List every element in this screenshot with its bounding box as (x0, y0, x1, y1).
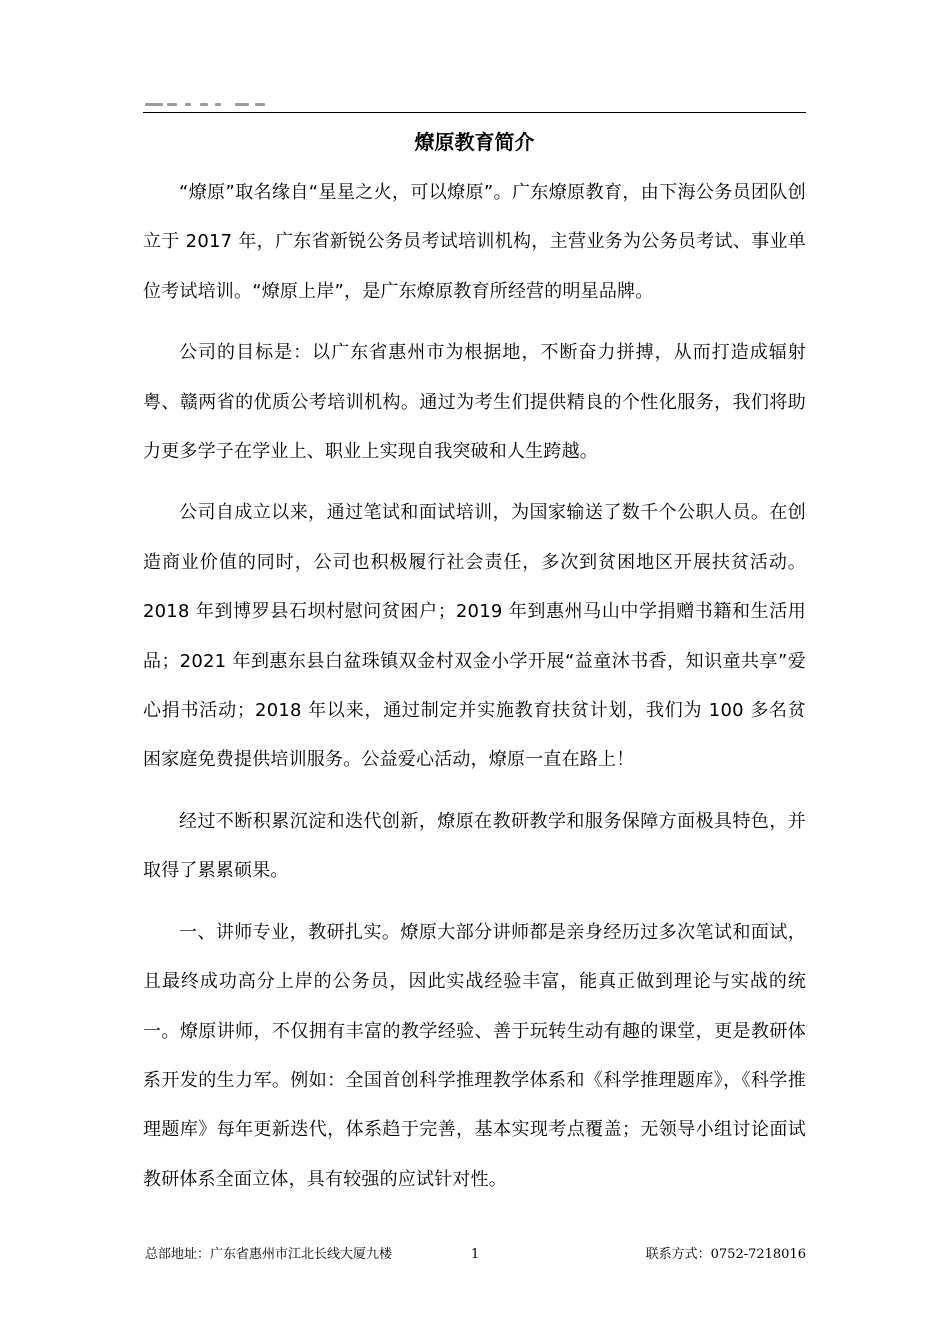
footer-address: 总部地址：广东省惠州市江北长线大厦九楼 (145, 1247, 393, 1262)
paragraph-goal: 公司的目标是：以广东省惠州市为根据地，不断奋力拼搏，从而打造成辐射粤、赣两省的优质公考培训机构。通过为考生们提供精良的个性化服务，我们将助力更多学子在学业上、职业上实现自我突破和人生跨越。 (143, 342, 806, 463)
document-title: 燎原教育简介 (414, 130, 535, 154)
footer-contact: 联系方式：0752-7218016 (645, 1247, 806, 1262)
paragraph-lecturers: 一、讲师专业，教研扎实。燎原大部分讲师都是亲身经历过多次笔试和面试，且最终成功高分上岸的公务员，因此实战经验丰富，能真正做到理论与实战的统一。燎原讲师，不仅拥有丰富的教学经验、善于玩转生动有趣的课堂，更是教研体系开发的生力军。例如：全国首创科学推理教学体系和《科学推理题库》，《科学推理题库》每年更新迭代，体系趋于完善，基本实现考点覆盖；无领导小组讨论面试教研体系全面立体，具有较强的应试针对性。 (143, 921, 806, 1190)
header-logo-mark (145, 97, 275, 109)
paragraph-social-responsibility: 公司自成立以来，通过笔试和面试培训，为国家输送了数千个公职人员。在创造商业价值的同时，公司也积极履行社会责任，多次到贫困地区开展扶贫活动。2018 年到博罗县石坝村慰问贫困户；2019 年到惠州马山中学捐赠书籍和生活用品；2021 年到惠东县白盆珠镇双金村双金小学开展“益童沐书香，知识童共享”爱心捐书活动；2018 年以来，通过制定并实施教育扶贫计划，我们为 100 多名贫困家庭免费提供培训服务。公益爱心活动，燎原一直在路上！ (143, 502, 806, 771)
footer-page-number: 1 (471, 1247, 480, 1262)
paragraph-achievements: 经过不断积累沉淀和迭代创新，燎原在教研教学和服务保障方面极具特色，并取得了累累硕果。 (143, 810, 806, 882)
page-footer (143, 1243, 806, 1267)
paragraph-intro: “燎原”取名缘自“星星之火，可以燎原”。广东燎原教育，由下海公务员团队创立于 2017 年，广东省新锐公务员考试培训机构，主营业务为公务员考试、事业单位考试培训。“燎原上岸”，是广东燎原教育所经营的明星品牌。 (143, 182, 806, 302)
header-rule (143, 112, 806, 113)
document-body (143, 168, 806, 1216)
